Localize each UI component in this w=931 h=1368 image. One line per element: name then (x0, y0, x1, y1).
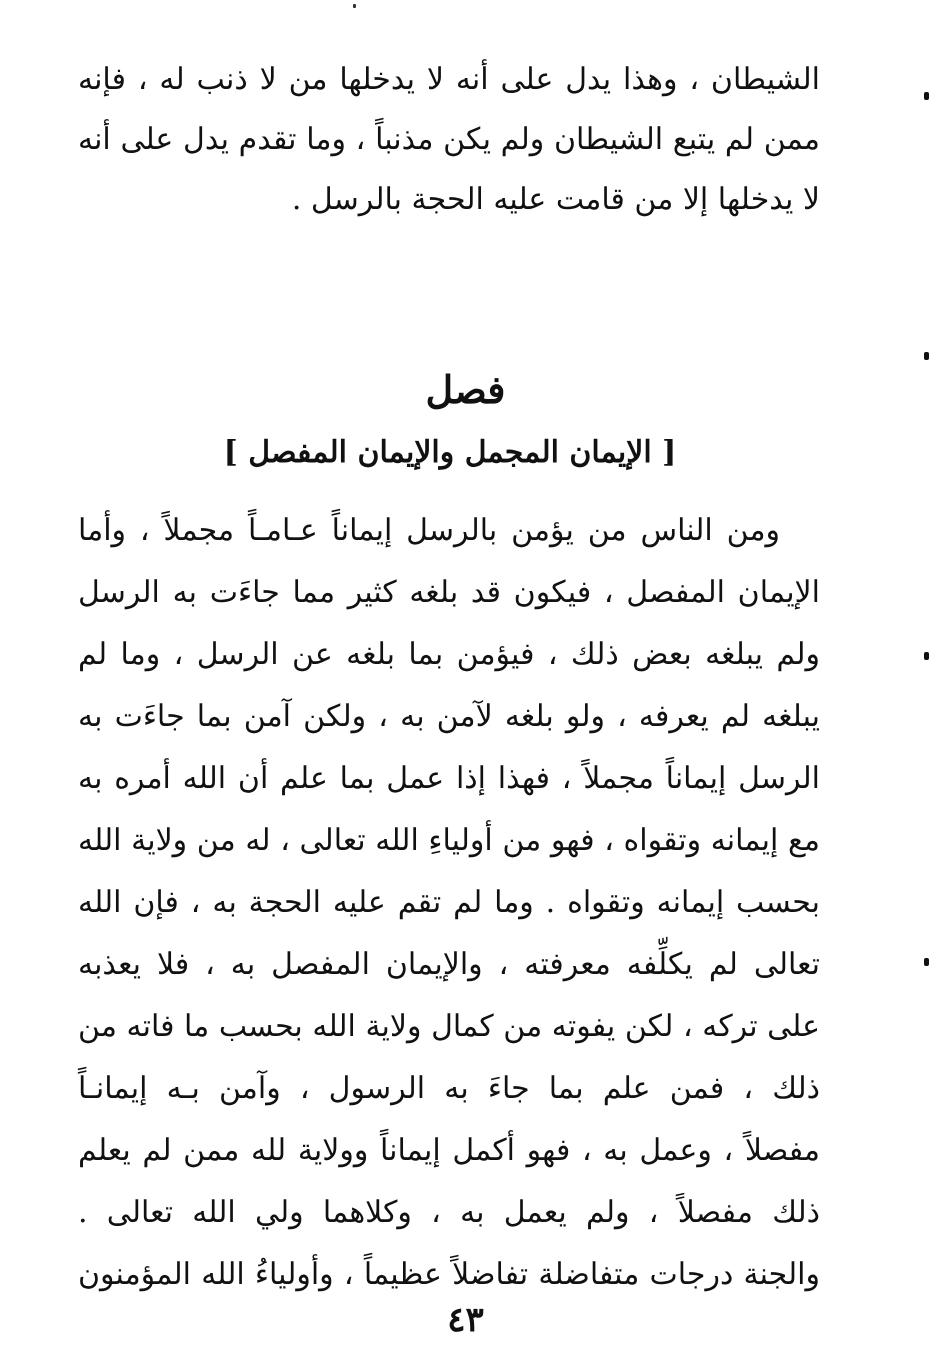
text-line: الرسل إيماناً مجملاً ، فهذا إذا عمل بما علم أن الله أمره به (78, 761, 820, 796)
scan-speck (353, 4, 356, 8)
text-line: ذلك ، فمن علم بما جاءَ به الرسول ، وآمن بـه إيمانـاً (78, 1071, 820, 1106)
text-line: الإيمان المفصل ، فيكون قد بلغه كثير مما جاءَت به الرسل (78, 575, 820, 610)
margin-mark (924, 958, 929, 966)
text-line: مفصلاً ، وعمل به ، فهو أكمل إيماناً وولاية لله ممن لم يعلم (78, 1133, 820, 1168)
text-line: والجنة درجات متفاضلة تفاضلاً عظيماً ، وأولياءُ الله المؤمنون (78, 1257, 820, 1292)
margin-mark (924, 92, 929, 100)
top-paragraph (78, 50, 820, 230)
text-line: بحسب إيمانه وتقواه . وما لم تقم عليه الحجة به ، فإن الله (78, 885, 820, 920)
margin-mark (924, 352, 929, 360)
margin-mark (924, 652, 929, 660)
text-line: ذلك مفصلاً ، ولم يعمل به ، وكلاهما ولي الله تعالى . (78, 1195, 820, 1230)
text-line: ومن الناس من يؤمن بالرسل إيماناً عـامـاً مجملاً ، وأما (78, 513, 780, 548)
section-heading: فصل (425, 367, 506, 412)
text-line: لا يدخلها إلا من قامت عليه الحجة بالرسل . (291, 182, 820, 217)
text-line: يبلغه لم يعرفه ، ولو بلغه لآمن به ، ولكن آمن بما جاءَت به (78, 699, 820, 734)
text-line: ممن لم يتبع الشيطان ولم يكن مذنباً ، وما تقدم يدل على أنه (78, 122, 820, 157)
main-paragraph (78, 500, 820, 1306)
text-line: مع إيمانه وتقواه ، فهو من أولياءِ الله تعالى ، له من ولاية الله (78, 823, 821, 858)
text-line: الشيطان ، وهذا يدل على أنه لا يدخلها من لا ذنب له ، فإنه (78, 62, 820, 97)
text-line: تعالى لم يكلِّفه معرفته ، والإيمان المفصل به ، فلا يعذبه (78, 947, 820, 982)
text-line: على تركه ، لكن يفوته من كمال ولاية الله بحسب ما فاته من (78, 1009, 820, 1044)
text-line: ولم يبلغه بعض ذلك ، فيؤمن بما بلغه عن الرسل ، وما لم (78, 637, 820, 672)
section-subtitle: [ الإيمان المجمل والإيمان المفصل ] (223, 435, 677, 470)
page-number: ٤٣ (447, 1300, 484, 1340)
